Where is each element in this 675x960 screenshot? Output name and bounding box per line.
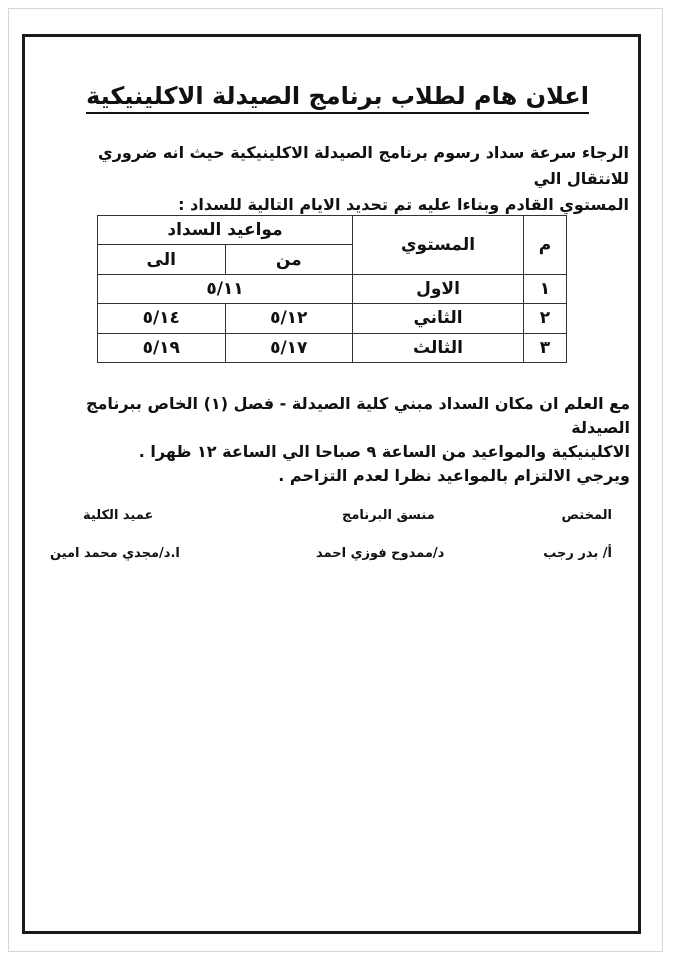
header-from: من — [225, 245, 353, 274]
intro-line-2: المستوي القادم وبناءا عليه تم تحديد الايام التالية للسداد : — [178, 195, 629, 214]
row-num: ١ — [524, 274, 567, 303]
header-payment-dates: مواعيد السداد — [98, 216, 353, 245]
table-row — [98, 304, 567, 333]
header-to: الى — [98, 245, 226, 274]
row-date: ٥/١١ — [98, 274, 353, 303]
header-level: المستوي — [353, 216, 524, 275]
announcement-title — [0, 82, 675, 110]
row-level: الثاني — [353, 304, 524, 333]
row-num: ٢ — [524, 304, 567, 333]
title-text: اعلان هام لطلاب برنامج الصيدلة الاكلينيكية — [86, 82, 589, 114]
note-line-1: مع العلم ان مكان السداد مبني كلية الصيدلة - فصل (١) الخاص ببرنامج الصيدلة — [85, 394, 630, 437]
row-from: ٥/١٧ — [225, 333, 353, 362]
notes-paragraph — [40, 392, 630, 488]
header-num: م — [524, 216, 567, 275]
table-row — [98, 333, 567, 362]
intro-line-1: الرجاء سرعة سداد رسوم برنامج الصيدلة الاكلينيكية حيث انه ضروري للانتقال الي — [98, 143, 629, 188]
table-header-row — [98, 216, 567, 245]
signature-name-dean: ا.د/مجدي محمد امين — [50, 546, 180, 561]
row-to: ٥/١٤ — [98, 304, 226, 333]
note-line-3: ويرجي الالتزام بالمواعيد نظرا لعدم التزاحم . — [278, 466, 630, 485]
signature-role-dean: عميد الكلية — [83, 508, 154, 523]
row-num: ٣ — [524, 333, 567, 362]
row-to: ٥/١٩ — [98, 333, 226, 362]
row-level: الثالث — [353, 333, 524, 362]
signature-name-specialist: أ/ بدر رجب — [543, 546, 612, 561]
signature-role-specialist: المختص — [561, 508, 612, 523]
row-level: الاول — [353, 274, 524, 303]
intro-paragraph — [52, 140, 629, 218]
row-from: ٥/١٢ — [225, 304, 353, 333]
signature-role-coordinator: منسق البرنامج — [342, 508, 435, 523]
signature-name-coordinator: د/ممدوح فوزي احمد — [316, 546, 445, 561]
payment-schedule-table — [97, 215, 567, 363]
note-line-2: الاكلينيكية والمواعيد من الساعة ٩ صباحا الي الساعة ١٢ ظهرا . — [138, 442, 630, 461]
table-row — [98, 274, 567, 303]
